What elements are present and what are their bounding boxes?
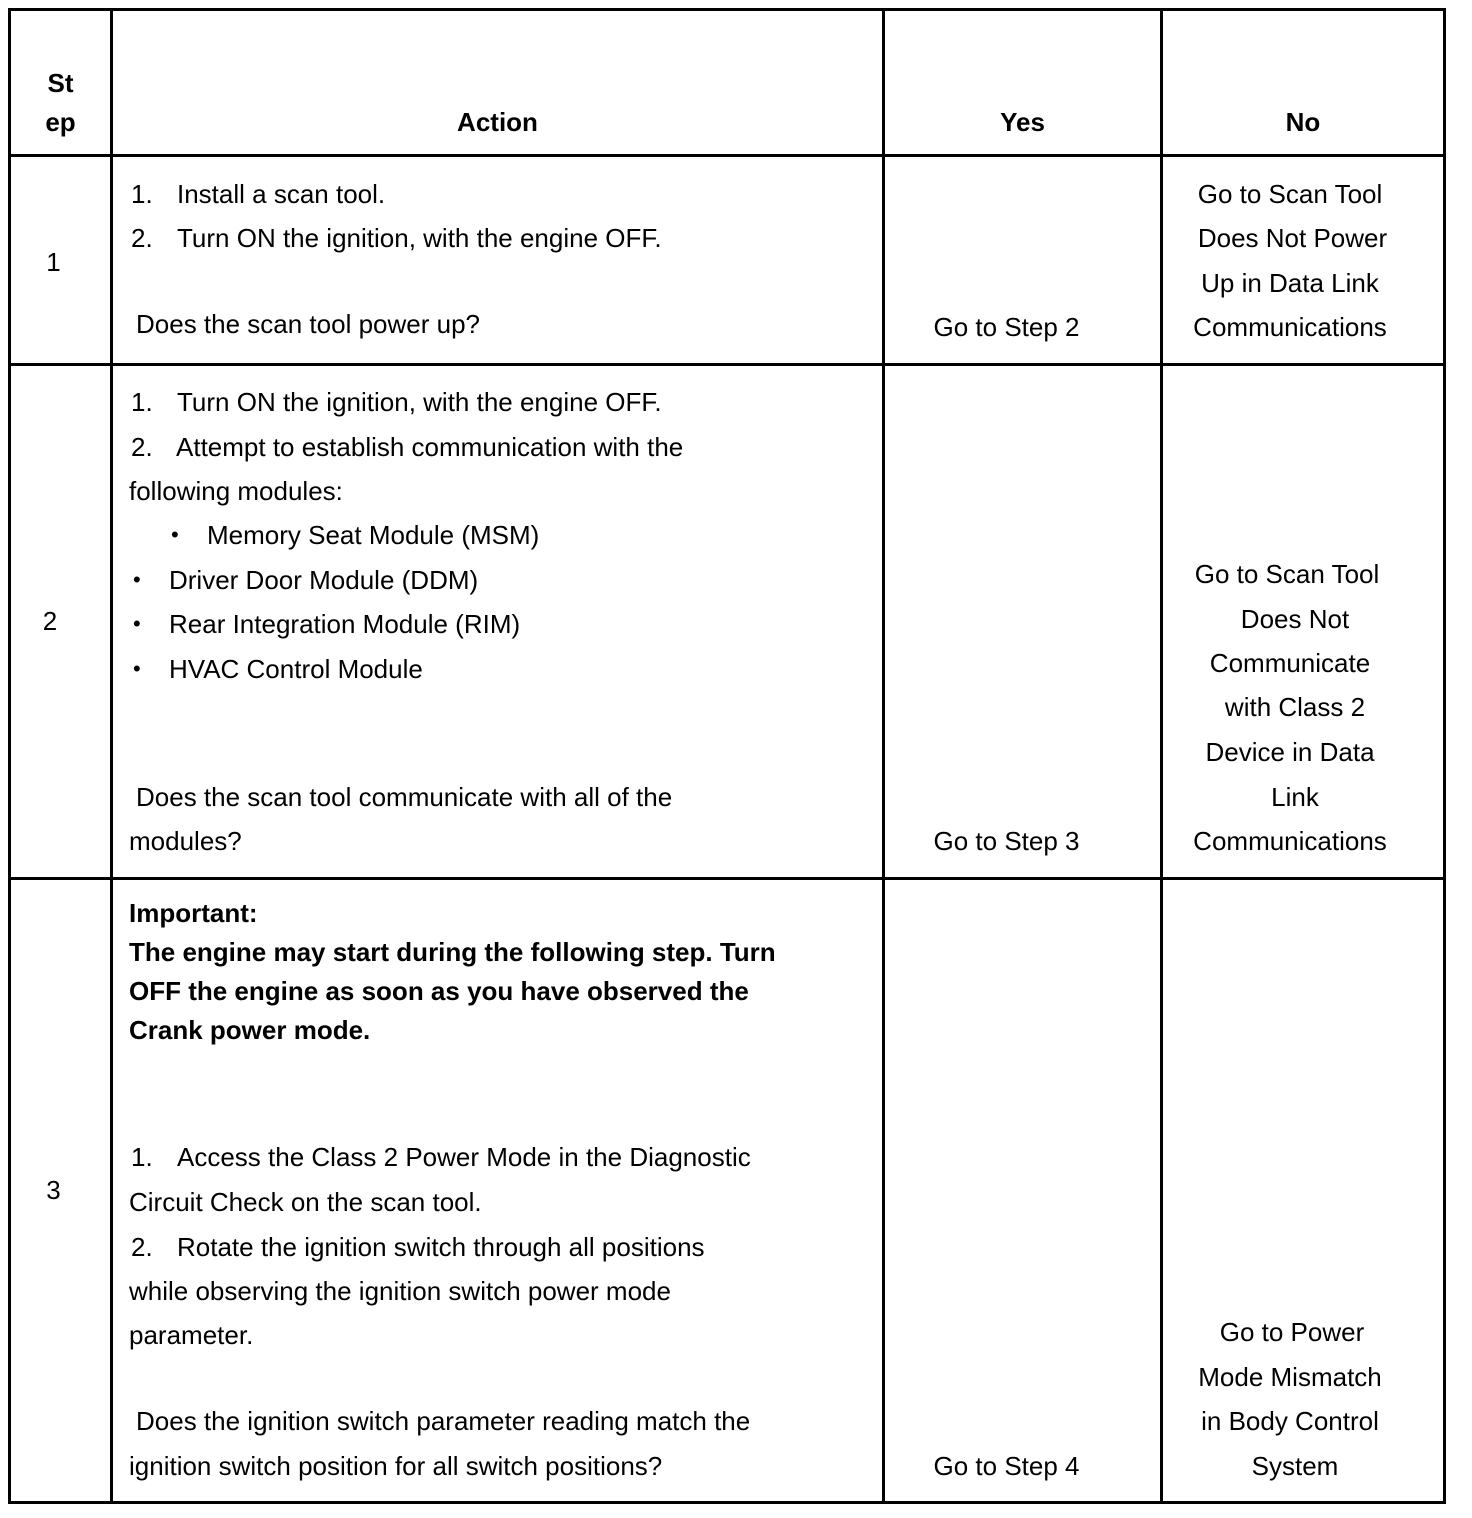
list-item-text: Access the Class 2 Power Mode in the Diagnostic: [177, 1142, 751, 1172]
bullet-item: Memory Seat Module (MSM): [207, 520, 540, 550]
no-result-line: in Body Control: [1201, 1406, 1379, 1436]
no-result-line: Does Not: [1240, 604, 1350, 634]
bullet-icon: •: [133, 567, 141, 592]
list-item-continuation: Circuit Check on the scan tool.: [129, 1187, 482, 1217]
header-step-line2: ep: [45, 107, 76, 137]
header-action: Action: [457, 107, 538, 137]
no-result-line: Go to Power: [1219, 1317, 1365, 1347]
no-result-line: Communications: [1193, 826, 1387, 856]
no-result-line: Device in Data: [1205, 737, 1375, 767]
no-result-line: Communications: [1193, 312, 1387, 342]
important-text: Crank power mode.: [129, 1015, 371, 1045]
list-item-text: Turn ON the ignition, with the engine OFF.: [177, 223, 662, 253]
table-border-right: [1443, 8, 1446, 1504]
list-item-continuation: while observing the ignition switch power mode: [129, 1276, 671, 1306]
bullet-item: Rear Integration Module (RIM): [169, 609, 521, 639]
list-item-text: Turn ON the ignition, with the engine OFF.: [177, 387, 662, 417]
table-border-top: [8, 8, 1446, 11]
no-result-line: Up in Data Link: [1201, 268, 1379, 298]
bullet-item: HVAC Control Module: [169, 654, 423, 684]
list-item-number: 2.: [131, 223, 153, 253]
list-item-text: Install a scan tool.: [177, 179, 386, 209]
important-text: OFF the engine as soon as you have observed the: [129, 976, 749, 1006]
list-item-text: Rotate the ignition switch through all positions: [177, 1232, 705, 1262]
no-result-line: Go to Scan Tool: [1197, 179, 1383, 209]
header-no: No: [1285, 107, 1321, 137]
header-yes: Yes: [1000, 107, 1045, 137]
list-item-continuation: following modules:: [129, 476, 343, 506]
no-result-line: Mode Mismatch: [1198, 1362, 1382, 1392]
action-question: ignition switch position for all switch positions?: [129, 1451, 663, 1481]
bullet-item: Driver Door Module (DDM): [169, 565, 479, 595]
action-question: modules?: [129, 826, 242, 856]
action-question: Does the ignition switch parameter reading match the: [136, 1406, 751, 1436]
bullet-icon: •: [171, 522, 179, 547]
yes-result: Go to Step 3: [933, 826, 1080, 856]
yes-result: Go to Step 2: [933, 312, 1080, 342]
no-result-line: with Class 2: [1224, 692, 1366, 722]
header-step-line1: St: [47, 68, 74, 98]
important-label: Important:: [129, 898, 258, 928]
action-question: Does the scan tool communicate with all of the: [136, 782, 673, 812]
yes-result: Go to Step 4: [933, 1451, 1080, 1481]
list-item-number: 1.: [131, 179, 153, 209]
step-number: 1: [46, 247, 61, 277]
no-result-line: Link: [1271, 782, 1319, 812]
bullet-icon: •: [133, 656, 141, 681]
row-divider-2: [8, 877, 1446, 880]
list-item-number: 2.: [131, 432, 153, 462]
step-number: 2: [42, 606, 58, 636]
row-divider-1: [8, 363, 1446, 366]
bullet-icon: •: [133, 611, 141, 636]
no-result-line: Communicate: [1209, 648, 1371, 678]
list-item-number: 1.: [131, 387, 153, 417]
no-result-line: System: [1251, 1451, 1339, 1481]
list-item-continuation: parameter.: [129, 1320, 254, 1350]
table-border-left: [8, 8, 11, 1504]
no-result-line: Go to Scan Tool: [1194, 559, 1380, 589]
list-item-number: 1.: [131, 1142, 153, 1172]
col-divider-action: [882, 8, 885, 1504]
no-result-line: Does Not Power: [1197, 223, 1388, 253]
action-question: Does the scan tool power up?: [136, 309, 480, 339]
list-item-number: 2.: [131, 1232, 153, 1262]
header-divider: [8, 154, 1446, 157]
important-text: The engine may start during the following step. Turn: [129, 937, 776, 967]
col-divider-step: [110, 8, 113, 1504]
step-number: 3: [46, 1175, 61, 1205]
list-item-text: Attempt to establish communication with the: [176, 432, 684, 462]
table-border-bottom: [8, 1501, 1446, 1504]
